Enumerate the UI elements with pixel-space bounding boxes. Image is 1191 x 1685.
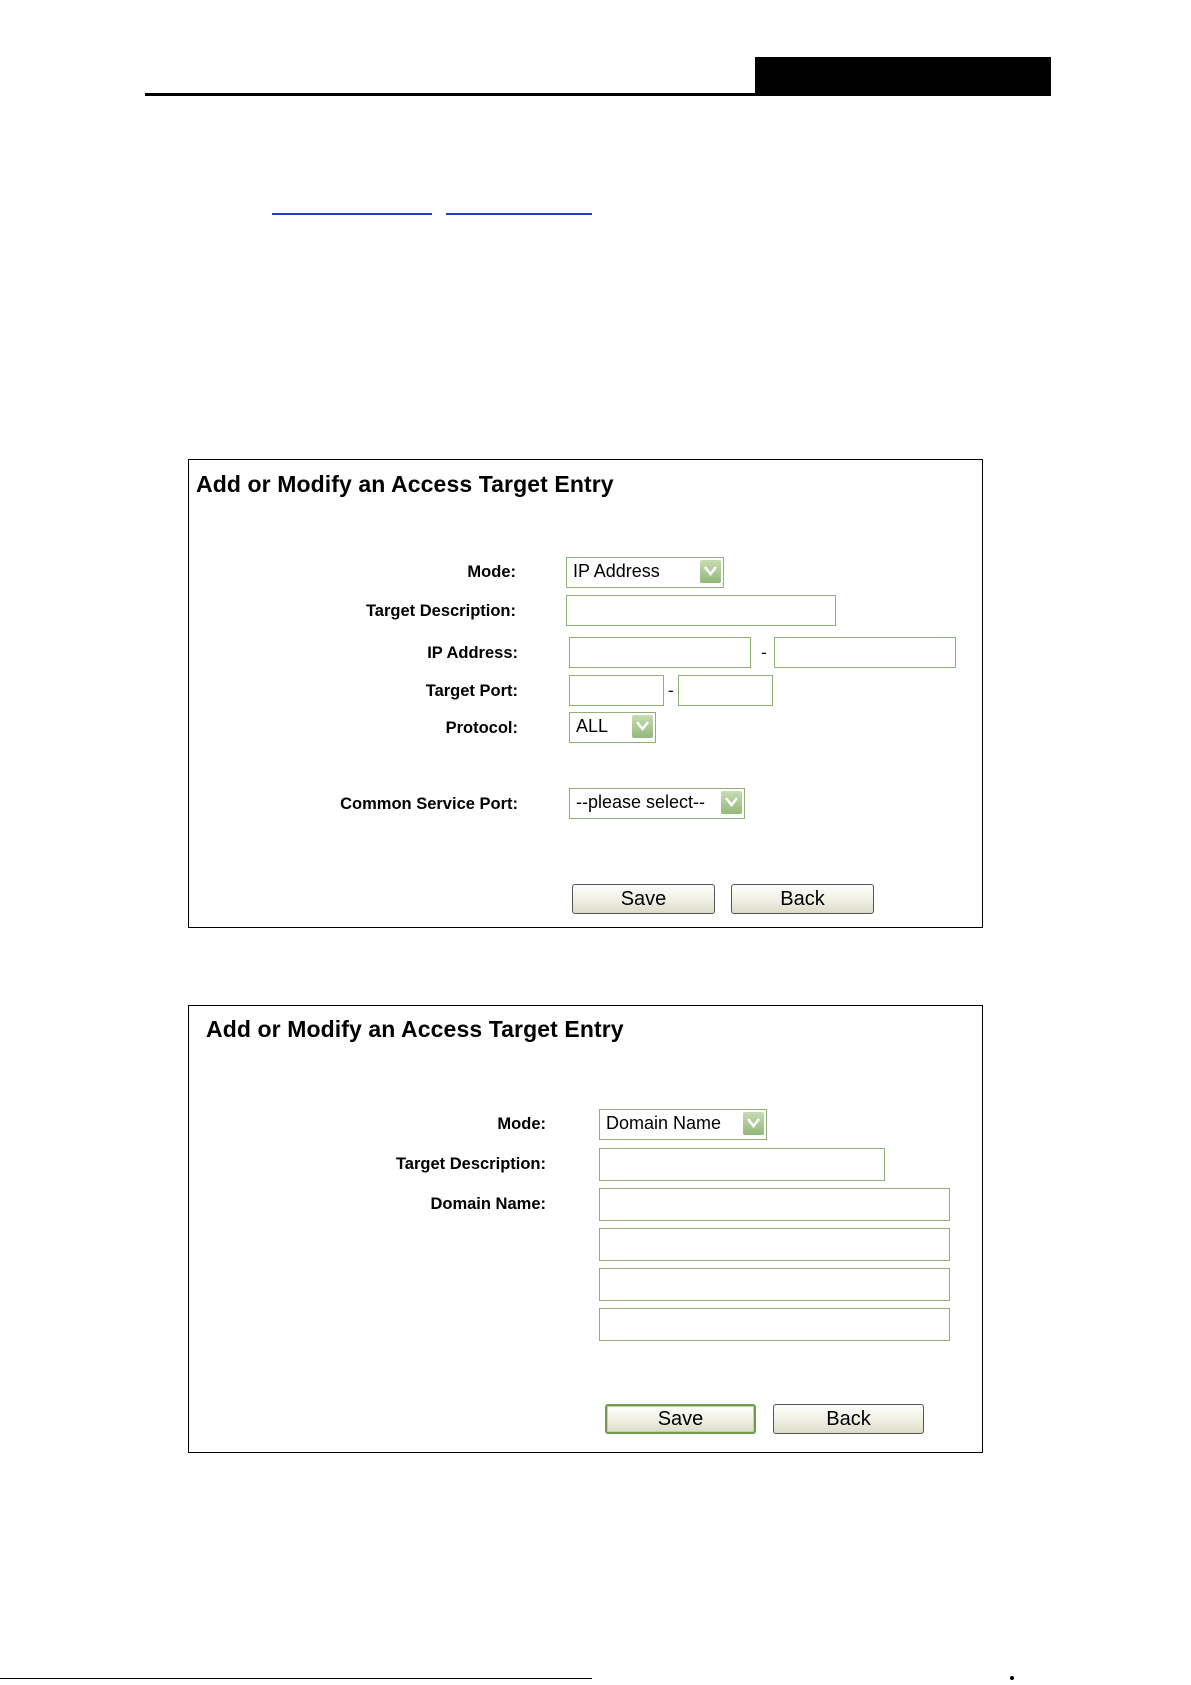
link-underline-1[interactable] [272, 213, 432, 215]
ip-address-start-input[interactable] [569, 637, 751, 668]
ip-address-end-input[interactable] [774, 637, 956, 668]
ip-address-label: IP Address: [427, 644, 518, 662]
back-button[interactable]: Back [773, 1404, 924, 1434]
target-description-input[interactable] [599, 1148, 885, 1181]
common-service-port-select[interactable] [569, 788, 745, 819]
mode-label: Mode: [467, 563, 516, 581]
protocol-label: Protocol: [445, 719, 518, 737]
target-description-label: Target Description: [365, 602, 516, 620]
header-black-box [755, 57, 1051, 96]
chevron-down-icon[interactable] [700, 560, 721, 583]
footer-mark [1010, 1676, 1014, 1680]
domain-name-input-2[interactable] [599, 1228, 950, 1261]
ip-range-separator: - [761, 643, 767, 662]
link-underline-2[interactable] [446, 213, 592, 215]
mode-select[interactable] [566, 557, 724, 588]
mode-select[interactable] [599, 1109, 767, 1140]
protocol-select[interactable] [569, 712, 656, 743]
save-button[interactable]: Save [605, 1404, 756, 1434]
common-service-port-value: --please select-- [576, 792, 706, 812]
common-service-port-label: Common Service Port: [340, 795, 518, 813]
chevron-down-icon[interactable] [632, 715, 653, 738]
domain-name-input-1[interactable] [599, 1188, 950, 1221]
port-range-separator: - [668, 681, 674, 700]
domain-name-input-3[interactable] [599, 1268, 950, 1301]
target-description-input[interactable] [566, 595, 836, 626]
mode-select-value: IP Address [573, 561, 660, 581]
target-description-label: Target Description: [395, 1155, 546, 1173]
domain-name-label: Domain Name: [430, 1195, 546, 1213]
panel-title: Add or Modify an Access Target Entry [196, 471, 614, 497]
panel-title: Add or Modify an Access Target Entry [206, 1016, 624, 1042]
target-port-label: Target Port: [425, 682, 518, 700]
chevron-down-icon[interactable] [743, 1112, 764, 1135]
chevron-down-icon[interactable] [721, 791, 742, 814]
back-button[interactable]: Back [731, 884, 874, 914]
protocol-select-value: ALL [576, 716, 609, 736]
footer-rule [0, 1678, 592, 1679]
mode-label: Mode: [497, 1115, 546, 1133]
mode-select-value: Domain Name [606, 1113, 722, 1133]
header-rule [145, 93, 1051, 96]
target-port-end-input[interactable] [678, 675, 773, 706]
panel-ip-address [188, 459, 983, 928]
save-button[interactable]: Save [572, 884, 715, 914]
target-port-start-input[interactable] [569, 675, 664, 706]
panel-domain-name [188, 1005, 983, 1453]
domain-name-input-4[interactable] [599, 1308, 950, 1341]
